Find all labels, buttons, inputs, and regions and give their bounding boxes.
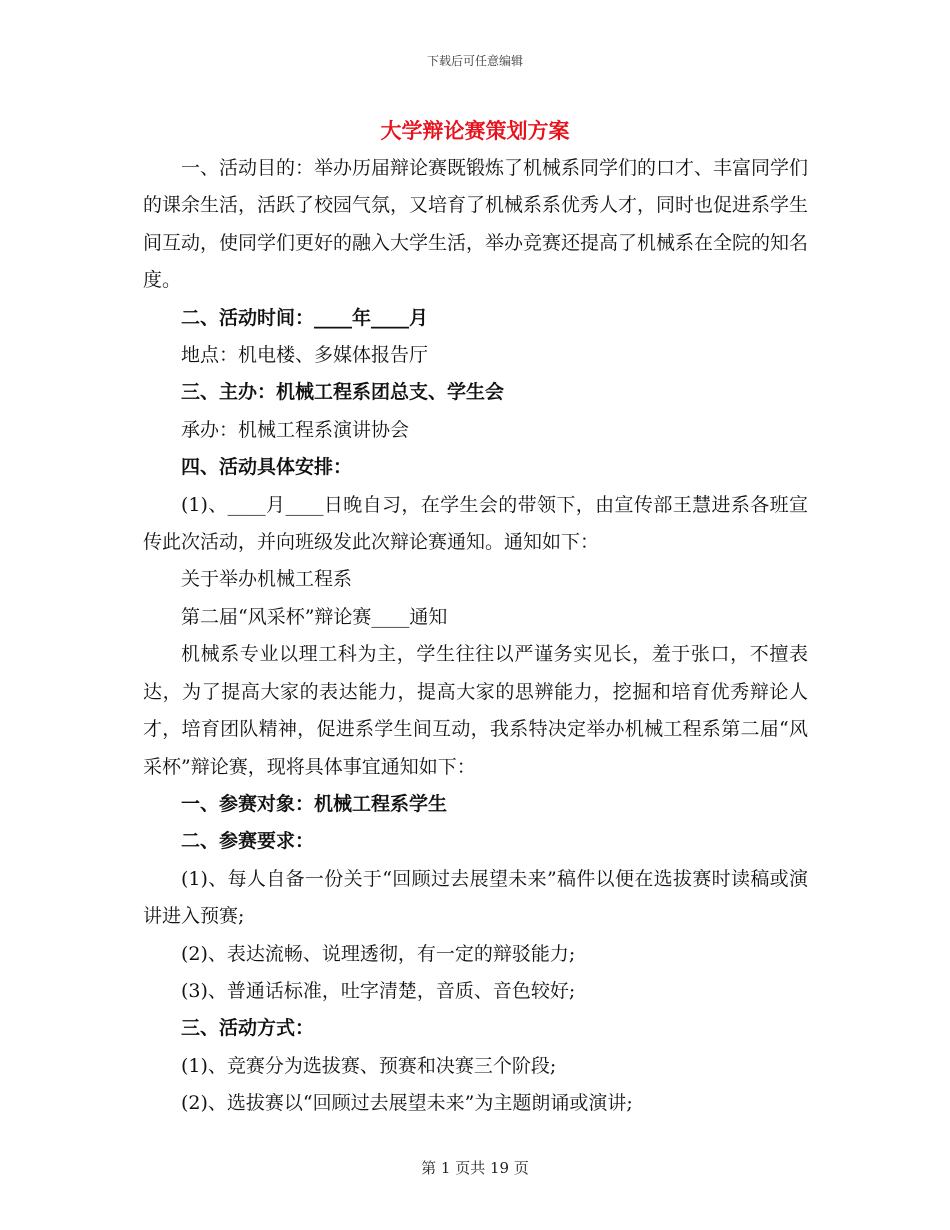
paragraph: 第二届“风采杯”辩论赛____通知 — [181, 605, 448, 628]
paragraph: (1)、每人自备一份关于“回顾过去展望未来”稿件以便在选拔赛时读稿或演讲进入预赛; — [143, 867, 808, 928]
paragraph: 三、活动方式： — [181, 1017, 315, 1040]
page-number-footer: 第 1 页共 19 页 — [421, 1159, 529, 1177]
paragraph: (2)、表达流畅、说理透彻，有一定的辩驳能力; — [181, 942, 576, 965]
document-title: 大学辩论赛策划方案 — [380, 119, 570, 143]
paragraph: (1)、____月____日晚自习，在学生会的带领下，由宣传部王慧进系各班宣传此次活动，并向班级发此次辩论赛通知。通知如下： — [143, 493, 808, 554]
paragraph: 关于举办机械工程系 — [181, 568, 353, 591]
paragraph: 四、活动具体安排： — [181, 456, 353, 479]
paragraph: 二、活动时间：____年____月 — [181, 306, 429, 329]
document-body — [143, 150, 808, 1123]
paragraph: (1)、竞赛分为选拔赛、预赛和决赛三个阶段; — [181, 1054, 557, 1077]
paragraph: (2)、选拔赛以“回顾过去展望未来”为主题朗诵或演讲; — [181, 1092, 633, 1115]
paragraph: 机械系专业以理工科为主，学生往往以严谨务实见长，羞于张口，不擅表达，为了提高大家的表达能力，提高大家的思辨能力，挖掘和培育优秀辩论人才，培育团队精神，促进系学生间互动，我系特决定举办机械工程系第二届“风采杯”辩论赛，现将具体事宜通知如下： — [143, 643, 808, 778]
paragraph: 一、参赛对象：机械工程系学生 — [181, 792, 448, 815]
paragraph: 地点：机电楼、多媒体报告厅 — [181, 344, 429, 367]
paragraph: 一、活动目的：举办历届辩论赛既锻炼了机械系同学们的口才、丰富同学们的课余生活，活跃了校园气氛，又培育了机械系系优秀人才，同时也促进系学生间互动，使同学们更好的融入大学生活，举办竞赛还提高了机械系在全院的知名度。 — [143, 157, 809, 292]
page-header-note: 下载后可任意编辑 — [426, 54, 523, 68]
paragraph: 三、主办：机械工程系团总支、学生会 — [181, 381, 505, 404]
paragraph: 承办：机械工程系演讲协会 — [181, 418, 410, 441]
paragraph: (3)、普通话标准，吐字清楚，音质、音色较好; — [181, 979, 576, 1002]
paragraph: 二、参赛要求： — [181, 830, 315, 853]
